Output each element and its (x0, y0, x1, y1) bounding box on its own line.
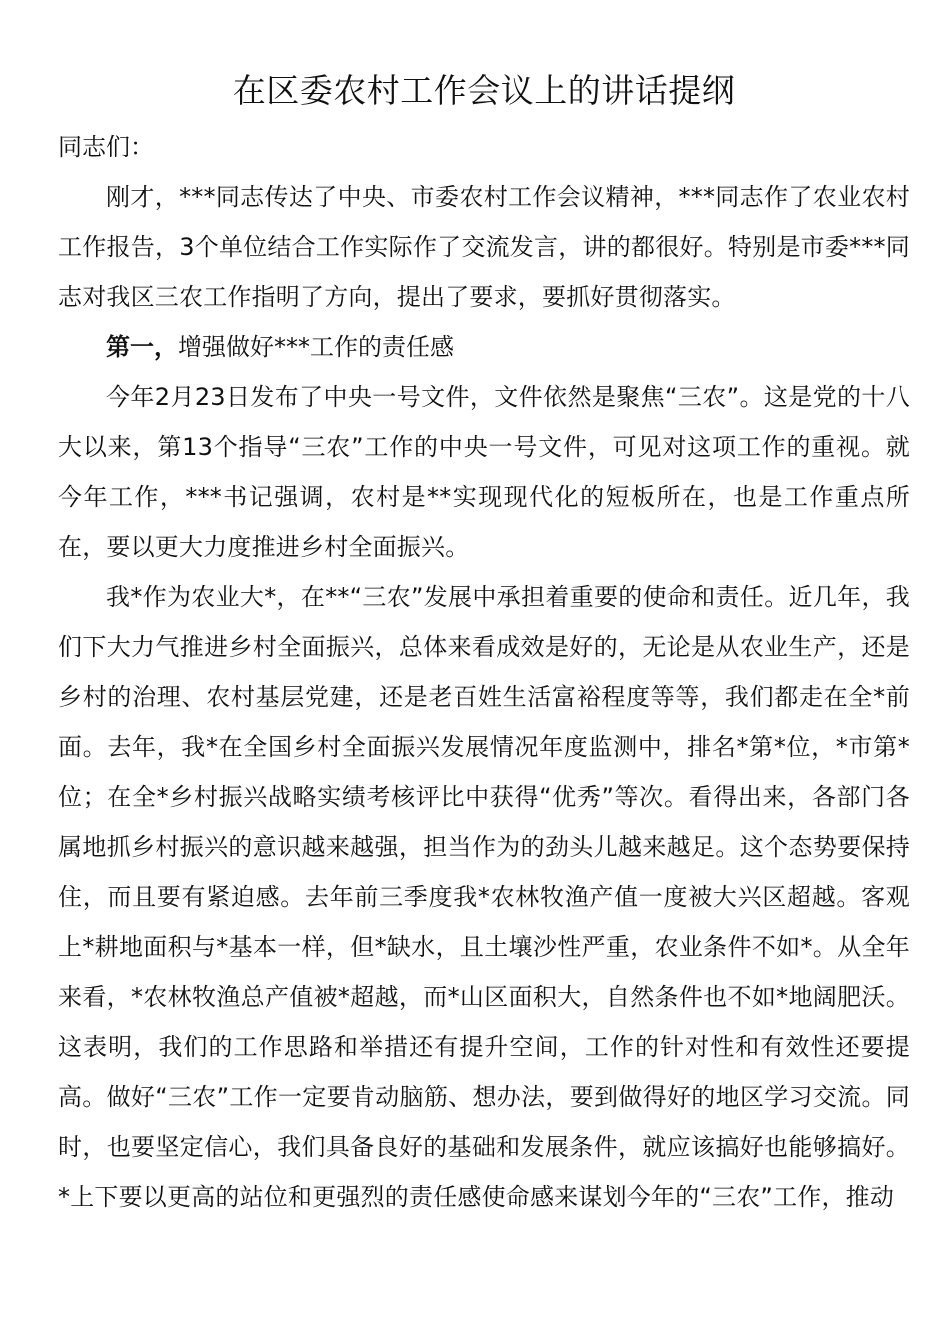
document-title: 在区委农村工作会议上的讲话提纲 (232, 71, 736, 110)
section1-paragraph-2: 我*作为农业大*，在**“三农”发展中承担着重要的使命和责任。近几年，我们下大力气推进乡村全面振兴，总体来看成效是好的，无论是从农业生产，还是乡村的治理、农村基层党建，还是老百姓生活富裕程度等等，我们都走在全*前面。去年，我*在全国乡村全面振兴发展情况年度监测中，排名*第*位，*市第*位；在全*乡村振兴战略实绩考核评比中获得“优秀”等次。看得出来，各部门各属地抓乡村振兴的意识越来越强，担当作为的劲头儿越来越足。这个态势要保持住，而且要有紧迫感。去年前三季度我*农林牧渔产值一度被大兴区超越。客观上*耕地面积与*基本一样，但*缺水，且土壤沙性严重，农业条件不如*。从全年来看，*农林牧渔总产值被*超越，而*山区面积大，自然条件也不如*地阔肥沃。这表明，我们的工作思路和举措还有提升空间，工作的针对性和有效性还要提高。做好“三农”工作一定要肯动脑筋、想办法，要到做得好的地区学习交流。同时，也要坚定信心，我们具备良好的基础和发展条件，就应该搞好也能够搞好。*上下要以更高的站位和更强烈的责任感使命感来谋划今年的“三农”工作，推动 (58, 583, 910, 1211)
section-heading-1 (58, 322, 910, 372)
salutation: 同志们： (58, 133, 154, 161)
section-heading-1-text: 增强做好***工作的责任感 (178, 333, 454, 361)
section1-paragraph-1: 今年2月23日发布了中央一号文件，文件依然是聚焦“三农”。这是党的十八大以来，第13个指导“三农”工作的中央一号文件，可见对这项工作的重视。就今年工作，***书记强调，农村是**实现现代化的短板所在，也是工作重点所在，要以更大力度推进乡村全面振兴。 (58, 383, 910, 561)
document-page (58, 62, 910, 1222)
section-heading-1-lead: 第一， (106, 333, 178, 361)
opening-paragraph: 刚才，***同志传达了中央、市委农村工作会议精神，***同志作了农业农村工作报告，3个单位结合工作实际作了交流发言，讲的都很好。特别是市委***同志对我区三农工作指明了方向，提出了要求，要抓好贯彻落实。 (58, 183, 910, 311)
